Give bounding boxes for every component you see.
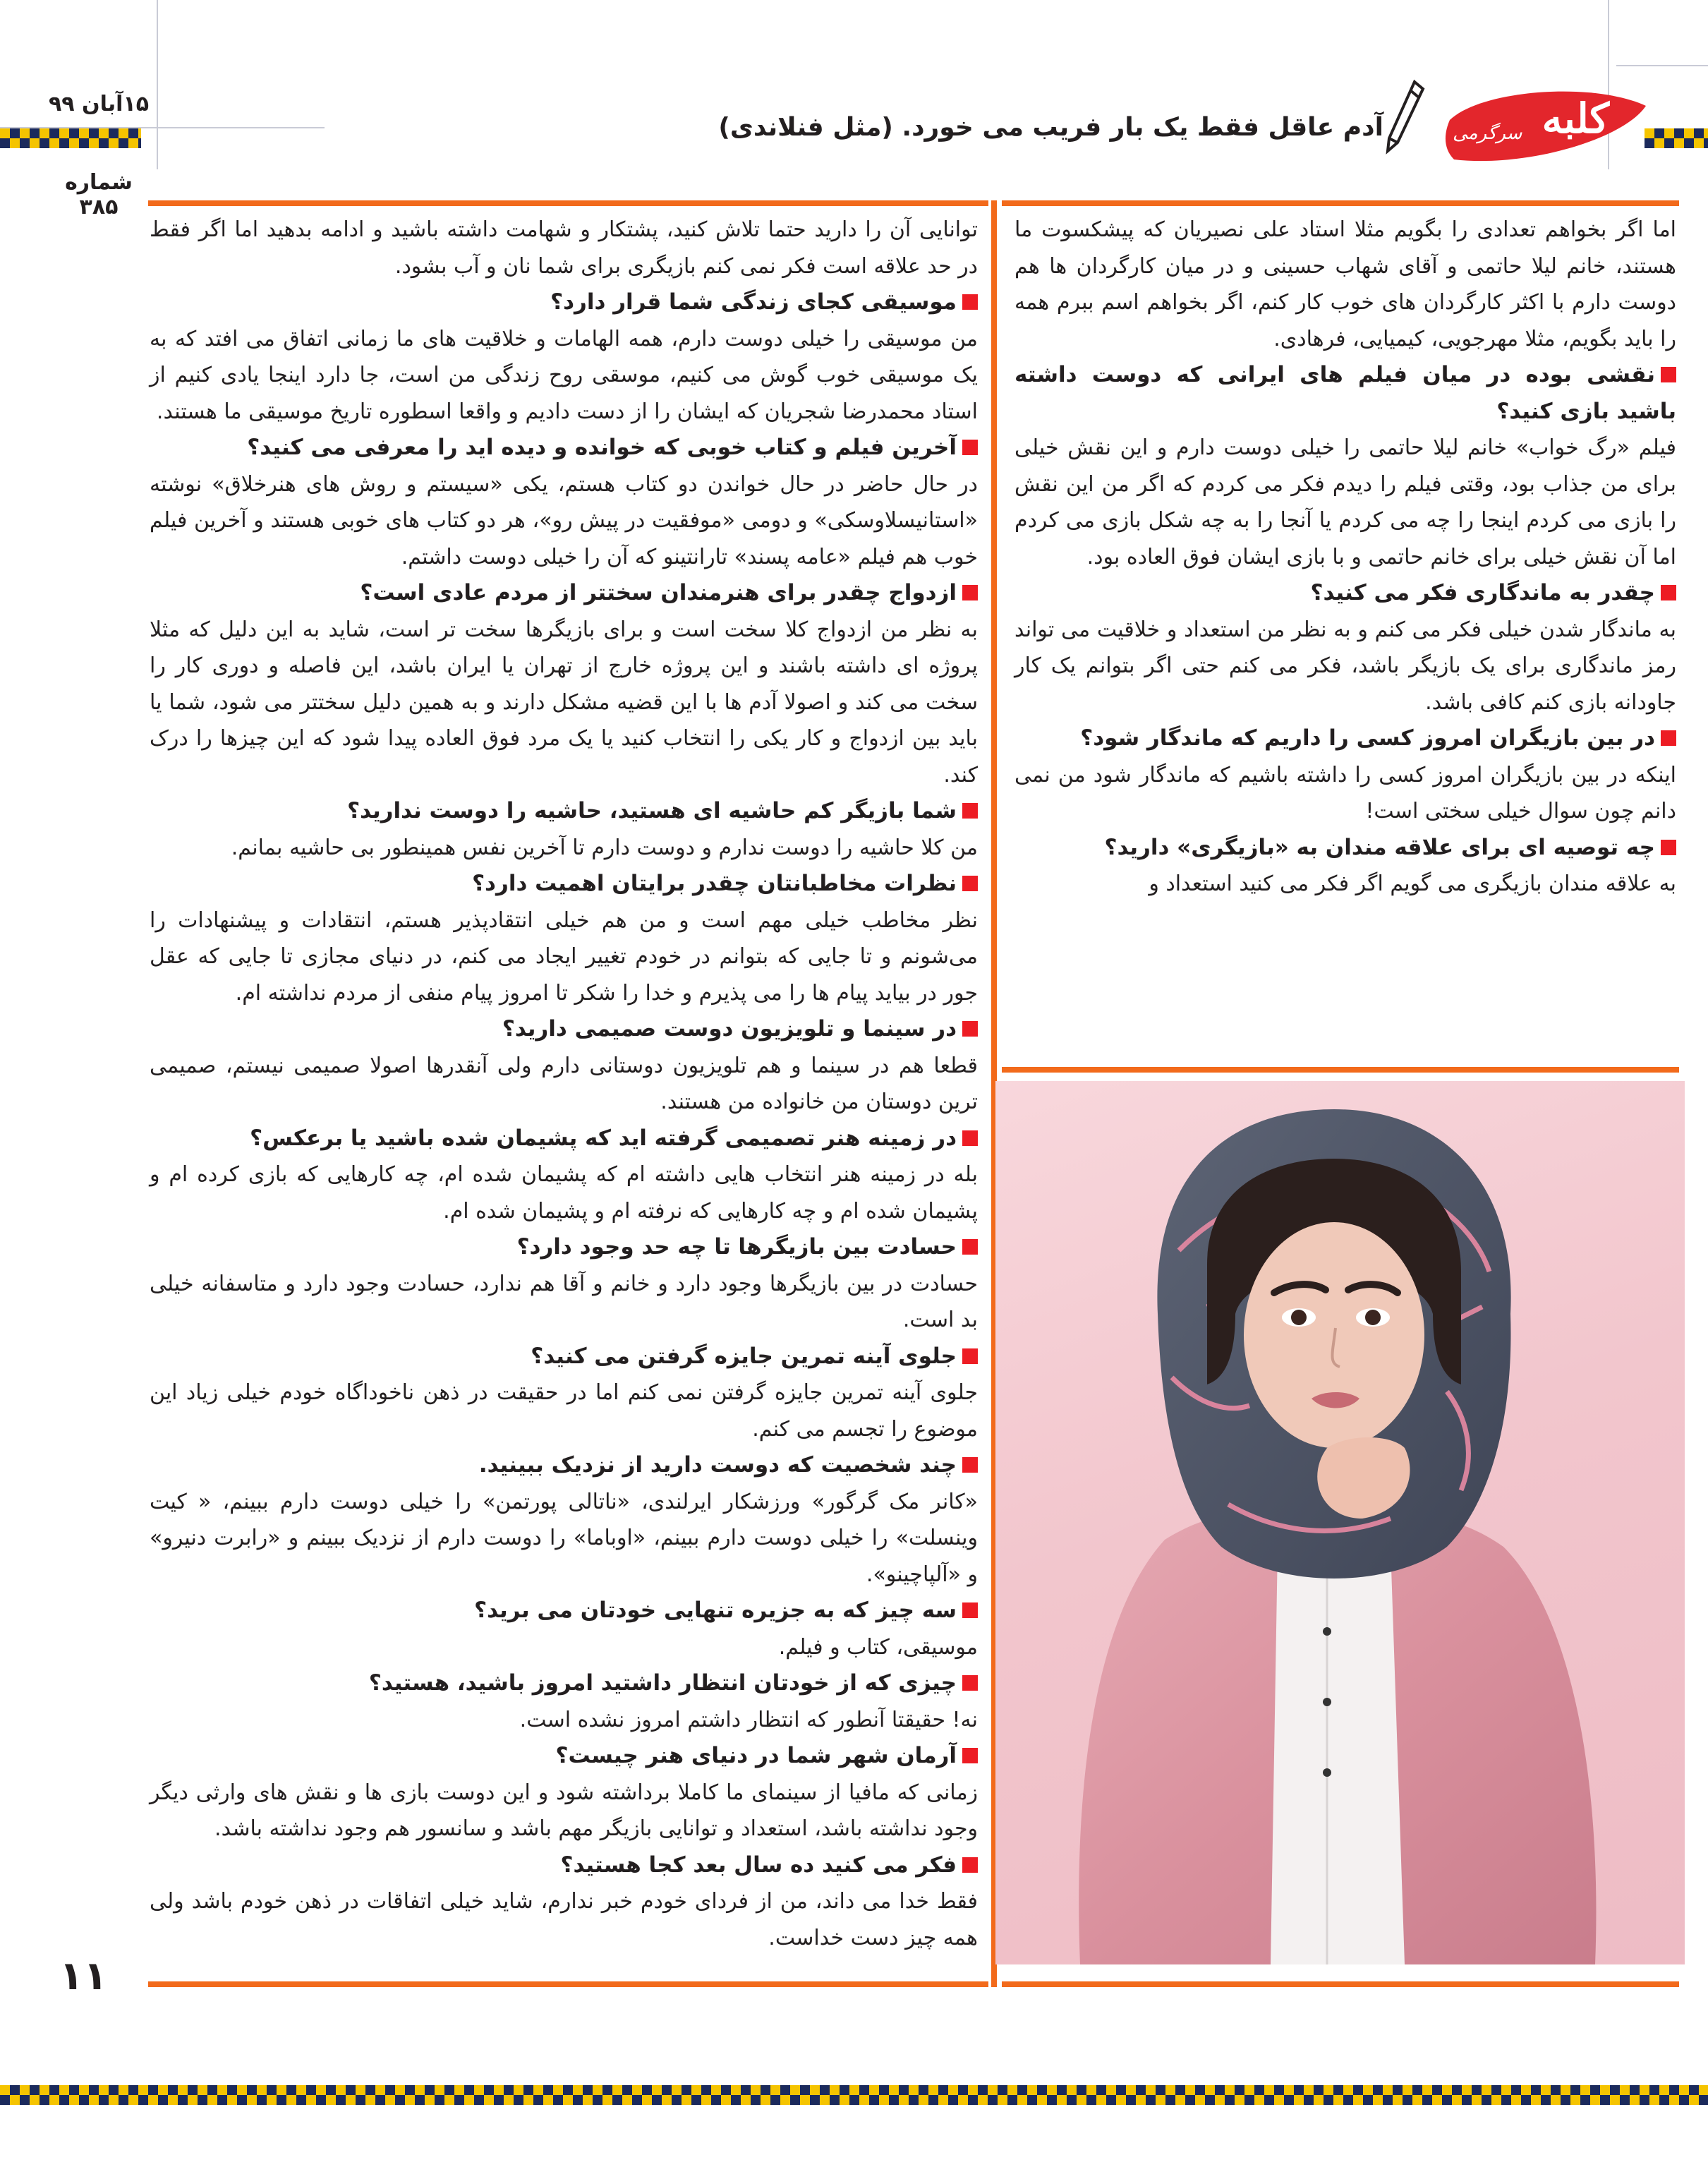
interview-answer: فقط خدا می داند، من از فردای خودم خبر ندارم، شاید خیلی اتفاقات در ذهن خودم باشد ولی همه چیز دست خداست. [150,1889,978,1950]
issue-number: شماره ۳۸۵ [65,170,133,219]
interview-answer: به ماندگار شدن خیلی فکر می کنم و به نظر من استعداد و خلاقیت می تواند رمز ماندگاری برای یک بازیگر باشد، فکر می کنم حتی اگر بتوانم یک کار جاودانه بازی کنم کافی باشد. [1014,617,1676,715]
question-text: شما بازیگر کم حاشیه ای هستید، حاشیه را دوست ندارید؟ [347,798,957,823]
red-square-bullet-icon [962,803,978,819]
interview-question [150,1593,978,1629]
interview-answer: نه! حقیقتا آنطور که انتظار داشتم امروز نشده است. [519,1707,978,1732]
question-text: موسیقی کجای زندگی شما قرار دارد؟ [550,289,957,315]
interview-question [150,1339,978,1375]
interview-answer: به نظر من ازدواج کلا سخت است و برای بازیگرها سخت تر است، شاید به این دلیل که مثلا پروژه ای داشته باشند و این پروژه خارج از تهران یا ایران باشد، این فاصله و دوری کار را سخت می کند و اصولا آدم ها با این قضیه مشکل دارند و به همین دلیل سختتر می شود، شما یا باید بین ازدواج و کار یکی را انتخاب کنید یا یک مرد فوق العاده پیدا شود که این چیزها را درک کند. [150,617,978,787]
question-text: آرمان شهر شما در دنیای هنر چیست؟ [555,1743,957,1768]
red-square-bullet-icon [962,1675,978,1691]
left-guide-line [157,0,158,169]
red-square-bullet-icon [962,1602,978,1618]
question-text: چقدر به ماندگاری فکر می کنید؟ [1310,580,1655,605]
footer-checker [0,2085,1708,2105]
red-square-bullet-icon [1661,585,1676,600]
issue-date: ۱۵آبان ۹۹ [48,92,150,116]
question-text: نقشی بوده در میان فیلم های ایرانی که دوست داشته باشید بازی کنید؟ [1014,362,1676,424]
question-text: در سینما و تلویزیون دوست صمیمی دارید؟ [502,1016,957,1042]
red-square-bullet-icon [962,1021,978,1037]
question-text: چیزی که از خودتان انتظار داشتید امروز باشید، هستید؟ [368,1670,957,1696]
interview-question [1014,830,1676,867]
header-quote: آدم عاقل فقط یک بار فریب می خورد. (مثل فنلاندی) [718,113,1383,142]
magazine-logo [1440,85,1652,169]
interview-answer: «کانر مک گرگور» ورزشکار ایرلندی، «ناتالی پورتمن» را خیلی دوست دارم ببینم، « کیت وینسلت» را خیلی دوست دارم ببینم، «اوباما» را دوست دارم از نزدیک ببینم و «رابرت دنیرو» و «آلپاچینو». [150,1489,978,1587]
question-text: چند شخصیت که دوست دارید از نزدیک ببینید. [478,1452,957,1478]
red-square-bullet-icon [962,440,978,455]
interview-question [150,430,978,466]
top-guide-line-right [1616,65,1708,66]
left-text-column [150,212,978,1956]
interview-question [150,1011,978,1048]
red-square-bullet-icon [962,876,978,891]
photo-top-rule [1002,1067,1679,1073]
interview-answer: قطعا هم در سینما و هم تلویزیون دوستانی دارم ولی آنقدرها اصولا صمیمی نیستم، صمیمی ترین دوستان من خانواده من هستند. [150,1053,978,1114]
issue-info [42,85,155,219]
bottom-rule-left [148,1981,988,1987]
interview-answer: در حال حاضر در حال خواندن دو کتاب هستم، یکی «سیستم و روش های هنرخلاق» نوشته «استانیسلاوسکی» و دومی «موفقیت در پیش رو»، هر دو کتاب های خوبی هستند و آخرین فیلم خوب هم فیلم «عامه پسند» تارانتینو که آن را خیلی دوست داشتم. [150,471,978,569]
red-square-bullet-icon [962,1130,978,1146]
page-number: ۱۱ [59,1953,108,1999]
interview-question [150,1447,978,1484]
interview-answer: من کلا حاشیه را دوست ندارم و دوست دارم تا آخرین نفس همینطور بی حاشیه بمانم. [231,835,978,860]
red-square-bullet-icon [962,294,978,310]
question-text: در زمینه هنر تصمیمی گرفته اید که پشیمان شده باشید یا برعکس؟ [250,1125,957,1151]
red-square-bullet-icon [962,1457,978,1473]
red-square-bullet-icon [1661,367,1676,382]
interview-question [150,1665,978,1702]
interview-question [150,575,978,612]
question-text: حسادت بین بازیگرها تا چه حد وجود دارد؟ [516,1234,957,1260]
interview-answer: زمانی که مافیا از سینمای ما کاملا برداشته شود و این دوست بازی ها و نقش های وارثی دیگر وجود نداشته باشد، استعداد و توانایی بازیگر مهم باشد و سانسور هم وجود نداشته باشد. [150,1780,978,1841]
interview-question [150,284,978,321]
interview-question [1014,575,1676,612]
red-square-bullet-icon [1661,730,1676,746]
interview-question [150,1121,978,1157]
interview-question [150,866,978,903]
interview-answer: به علاقه مندان بازیگری می گویم اگر فکر می کنید استعداد و [1149,871,1676,896]
question-text: در بین بازیگران امروز کسی را داریم که ماندگار شود؟ [1080,725,1655,751]
question-text: نظرات مخاطبانتان چقدر برایتان اهمیت دارد؟ [472,871,957,896]
right-text-column [1014,212,1676,903]
bottom-rule-right [1002,1981,1679,1987]
top-rule-right [1002,200,1679,206]
interview-answer: نظر مخاطب خیلی مهم است و من هم خیلی انتقادپذیر هستم، انتقادات و پیشنهادات را می‌شونم و تا جایی که بتوانم در خودم تغییر ایجاد می کنم، در دنیای مجازی تا جایی که عقل جور در بیاید پیام ها را می پذیرم و خدا را شکر تا امروز پیام منفی از مردم نداشته ام. [150,907,978,1006]
red-square-bullet-icon [962,1748,978,1763]
interview-answer: حسادت در بین بازیگرها وجود دارد و خانم و آقا هم ندارد، حسادت وجود دارد و متاسفانه خیلی بد است. [150,1271,978,1332]
interview-answer: من موسیقی را خیلی دوست دارم، همه الهامات و خلاقیت های ما زمانی اتفاق می افتد که به یک موسیقی خوب گوش می کنیم، موسقی روح زندگی من است، جا دارد اینجا یادی کنیم از استاد محمدرضا شجریان که ایشان را از دست دادیم و واقعا اسطوره تاریخ موسیقی ما هستند. [150,326,978,424]
question-text: چه توصیه ای برای علاقه مندان به «بازیگری» دارید؟ [1104,834,1655,860]
top-rule-left [148,200,988,206]
interview-answer: فیلم «رگ خواب» خانم لیلا حاتمی را خیلی دوست دارم و این نقش خیلی برای من جذاب بود، وقتی فیلم را دیدم فکر می کردم که اگر من این نقش را بازی می کردم اینجا را چه می کردم یا آنجا را به چه شکل بازی می کردم اما آن نقش خیلی برای خانم حاتمی و با بازی ایشان فوق العاده بود. [1014,435,1676,569]
portrait-illustration [995,1081,1685,1964]
red-square-bullet-icon [962,585,978,600]
red-square-bullet-icon [962,1348,978,1364]
question-text: فکر می کنید ده سال بعد کجا هستید؟ [560,1852,957,1878]
interview-question [150,1738,978,1775]
logo-subtext: سرگرمی [1453,123,1522,144]
red-square-bullet-icon [962,1857,978,1873]
interview-question [150,1229,978,1266]
interview-question [150,793,978,830]
question-text: ازدواج چقدر برای هنرمندان سختتر از مردم عادی است؟ [360,580,957,605]
red-square-bullet-icon [962,1239,978,1255]
logo-text: کلبه [1542,95,1609,143]
interview-question [150,1847,978,1884]
interview-answer: موسیقی، کتاب و فیلم. [778,1634,978,1660]
interview-question [1014,720,1676,757]
interview-answer: توانایی آن را دارید حتما تلاش کنید، پشتکار و شهامت داشته باشید و ادامه بدهید اما اگر فقط در حد علاقه است فکر نمی کنم بازیگری برای شما نان و آب بشود. [150,217,978,279]
interview-answer: جلوی آینه تمرین جایزه گرفتن نمی کنم اما در حقیقت در ذهن ناخوداگاه خودم خیلی زیاد این موضوع را تجسم می کنم. [150,1380,978,1442]
portrait-photo [995,1081,1685,1964]
question-text: آخرین فیلم و کتاب خوبی که خوانده و دیده اید را معرفی می کنید؟ [247,435,957,460]
interview-answer: بله در زمینه هنر انتخاب هایی داشته ام که پشیمان شده ام، چه کارهایی که بازی کرده ام و پشیمان شده ام و چه کارهایی که نرفته ام و پشیمان شده ام. [150,1162,978,1224]
interview-question [1014,357,1676,430]
question-text: سه چیز که به جزیره تنهایی خودتان می برید؟ [474,1598,957,1623]
interview-answer: اما اگر بخواهم تعدادی را بگویم مثلا استاد علی نصیریان که پیشکسوت ما هستند، خانم لیلا حاتمی و آقای شهاب حسینی و در میان کارگردان ها هم دوست دارم با اکثر کارگردان های خوب کار کنم، اگر بخواهم اسم ببرم همه را باید بگویم، مثلا مهرجویی، کیمیایی، فرهادی. [1014,217,1676,351]
question-text: جلوی آینه تمرین جایزه گرفتن می کنید؟ [531,1343,957,1369]
header-checker-right [1645,128,1708,148]
interview-answer: اینکه در بین بازیگران امروز کسی را داشته باشیم که ماندگار شود من نمی دانم چون سوال خیلی سختی است! [1014,762,1676,823]
pencil-icon [1383,78,1426,155]
red-square-bullet-icon [1661,840,1676,855]
